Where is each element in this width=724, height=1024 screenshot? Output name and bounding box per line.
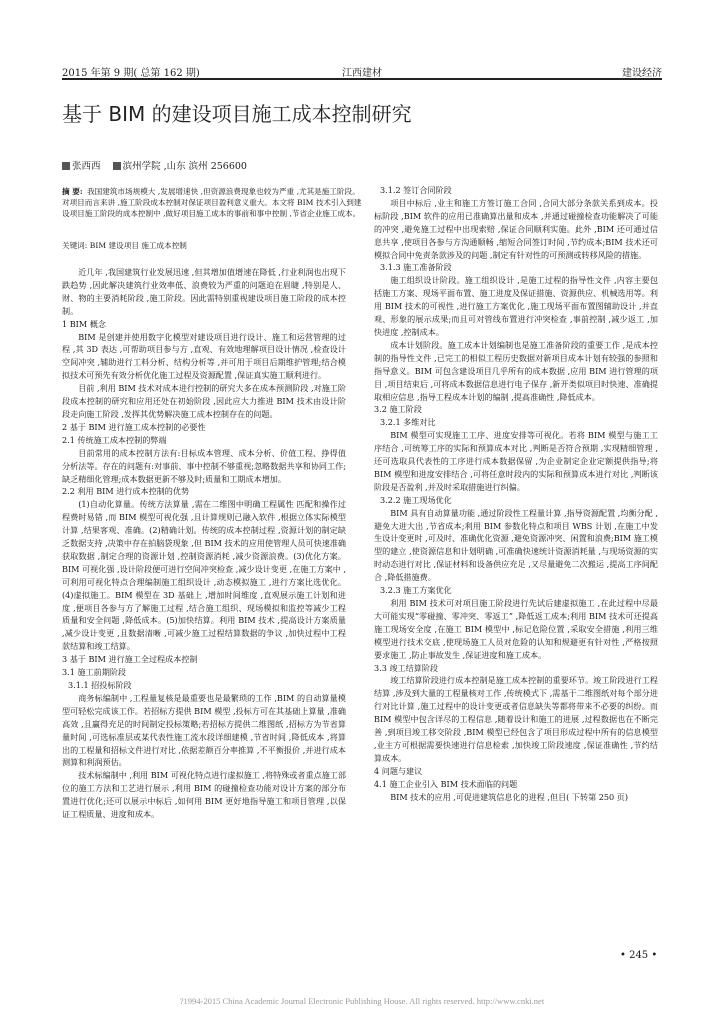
section-heading: 3 基于 BIM 进行施工全过程成本控制 xyxy=(62,654,198,665)
author-name: 张西西 xyxy=(72,161,101,172)
keywords-label: 关键词: xyxy=(62,241,88,250)
running-header xyxy=(62,62,662,80)
paragraph: BIM 模型可实现施工工序、进度安排等可视化。若将 BIM 模型与施工工序结合 ,可统筹工序的实际和预算成本对比 ,判断是否符合预期 ,实现精细管理 ,还可选取具代表性的工序进行成本数据保留 ,为企业制定企业定额提供指导;将 BIM 模型和进度安排结合 ,可将任意时段内的实际和预算成本进行对比 ,判断该阶段是否盈利 ,并及时采取措施进行纠偏。 xyxy=(374,430,658,492)
section-heading: 4.1 施工企业引入 BIM 技术面临的问题 xyxy=(374,778,518,789)
section-heading: 3.2.1 多维对比 xyxy=(380,417,436,428)
author-affiliation: 滨州学院 ,山东 滨州 256600 xyxy=(122,161,247,172)
square-bullet-icon xyxy=(62,162,70,170)
paragraph: 商务标编制中 ,工程量复核是最重要也是最繁琐的工作 ,BIM 的自动算量模型可轻松完成该工作。若招标方提供 BIM 模型 ,投标方可在其基础上算量 ,准确高效 ,且赢得充足的时间制定投标策略;若招标方提供二维图纸 ,招标方为节省算量时间 ,可选标准层或某代表性施工流水段详细建模 ,节省时间 ,降低成本 ,将算出的工程量和招标文件进行对比 ,依据差额百分率推算 ,不平衡报价 ,并进行成本测算和利润预估。 xyxy=(62,692,346,768)
abstract-label: 摘 要: xyxy=(62,187,83,196)
paragraph: 竣工结算阶段进行成本控制是施工成本控制的重要环节。竣工阶段进行工程结算 ,涉及到大量的工程量核对工作 ,传统模式下 ,需基于二维图纸对每个部分进行对比计算 ,施工过程中的设计变更或者信息缺失等都将带来不必要的纠纷。而 BIM 模型中包含详尽的工程信息 ,随着设计和施工的进展 ,过程数据也在不断完善 ,到项目竣工移交阶段 ,BIM 模型已经包含了项目形成过程中所有的信息模型 ,业主方可根据需要快速进行信息检索 ,加快竣工阶段速度 ,保证准确性 ,节约结算成本。 xyxy=(374,675,658,763)
section-heading: 3.1.2 签订合同阶段 xyxy=(380,185,452,195)
section-heading: 3.2 施工阶段 xyxy=(374,404,422,415)
keywords xyxy=(62,240,362,251)
paragraph: BIM 是创建并使用数字化模型对建设项目进行设计、施工和运营管理的过程 ,其 3D 表达 ,可帮助项目参与方 ,直观、有效地理解项目设计情况 ,检查设计空间冲突 ,辅助进行工料分析、结构分析等 ,并可用于项目后期维护管理;结合模拟技术可预先有效分析优化施工过程及资源配置 ,保证真实施工顺利进行。 xyxy=(62,331,346,381)
right-column xyxy=(374,184,658,804)
abstract xyxy=(62,186,362,219)
journal-name: 江西建材 xyxy=(342,68,382,79)
section-heading: 2.2 利用 BIM 进行成本控制的优势 xyxy=(62,486,190,497)
issue-info: 2015 年第 9 期( 总第 162 期) xyxy=(62,68,200,79)
paper-title: 基于 BIM 的建设项目施工成本控制研究 xyxy=(62,102,412,126)
paragraph: 项目中标后 ,业主和施工方签订施工合同 ,合同大部分条款关系到成本。投标阶段 ,BIM 软件的应用已准确算出量和成本 ,并通过碰撞检查功能解决了可能的冲突 ,避免施工过程中出现索赔 ,保证合同顺利实施。此外 ,BIM 还可通过信息共享 ,使项目各参与方沟通顺畅 ,缩短合同签订时间 ,节约成本;BIM 技术还可模拟合同中免责条款涉及的问题 ,制定有针对性的可预测或转移风险的措施。 xyxy=(374,197,658,260)
keywords-text: BIM 建设项目 施工成本控制 xyxy=(89,241,187,250)
section-heading: 3.1.3 施工准备阶段 xyxy=(380,262,452,273)
paragraph: BIM 具有自动算量功能 ,通过阶段性工程量计算 ,指导资源配置 ,均衡分配 ,避免大进大出 ,节省成本;利用 BIM 参数化特点和项目 WBS 计划 ,在施工中发生设计变更时 ,可及时、准确优化资源 ,避免资源冲突、闲置和浪费;BIM 施工模型的建立 ,使资源信息和计划明确 ,可准确快速统计资源消耗量 ,与现场资源的实时动态进行对比 ,保证材料和设备供应充足 ,又尽量避免二次搬运 ,提高工序间配合 ,降低措施费。 xyxy=(374,507,658,583)
paragraph: 目前 ,利用 BIM 技术对成本进行控制的研究大多在成本预测阶段 ,对施工阶段成本控制的研究和应用还处在初始阶段 ,因此应大力推进 BIM 技术由设计阶段走向施工阶段 ,发挥其优势解决施工成本控制存在的问题。 xyxy=(62,383,346,419)
section-name: 建设经济 xyxy=(622,68,662,79)
section-heading: 2 基于 BIM 进行施工成本控制的必要性 xyxy=(62,421,206,432)
paragraph: 技术标编制中 ,利用 BIM 可视化特点进行虚拟施工 ,将特殊或者重点施工部位的施工方法和工艺进行展示 ,利用 BIM 的碰撞检查功能对设计方案的部分布置进行优化;还可以展示中标后 ,如何用 BIM 更好地指导施工和项目管理 ,以保证工程质量、进度和成本。 xyxy=(62,770,346,820)
section-heading: 2.1 传统施工成本控制的弊端 xyxy=(62,434,167,445)
paragraph: BIM 技术的应用 ,可促进建筑信息化的进程 ,但目( 下转第 250 页) xyxy=(390,791,629,802)
section-heading: 3.1.1 招投标阶段 xyxy=(68,680,132,690)
paragraph: 目前常用的成本控制方法有:目标成本管理、成本分析、价值工程、挣得值分析法等。存在的问题有:对事前、事中控制不够重视;忽略数据共享和协同工作;缺乏精细化管理;成本数据更新不够及时;质量和工期成本增加。 xyxy=(62,447,346,484)
section-heading: 1 BIM 概念 xyxy=(62,318,106,329)
author-line xyxy=(62,158,247,172)
paragraph: (1)自动化算量。传统方法算量 ,需在二维图中明确工程属性 匹配和操作过程费时易错 ,而 BIM 模型可视化强 ,且计算规则已融入软件 ,根据立体实际模型计算 ,结果客观、准确。(2)精确计划。传统的成本控制过程 ,资源计划的制定缺乏数据支持 ,决策中存在拍脑袋现象 ,但 BIM 技术的应用使管理人员可快速准确获取数据 ,制定合理的资源计划 ,控制资源消耗 ,减少资源浪费。(3)优化方案。BIM 可视化强 ,设计阶段便可进行空间冲突检查 ,减少设计变更 ,在施工方案中 ,可利用可视化特点合理编制施工组织设计 ,动态模拟施工 ,进行方案比选优化。(4)虚拟施工。BIM 模型在 3D 基础上 ,增加时间维度 ,直观展示施工计划和进度 ,便项目各参与方了解施工过程 ,结合施工组织、现场模拟和监控等减少工程质量和安全问题 ,降低成本。(5)加快结算。利用 BIM 技术 ,提高设计方案质量 ,减少设计变更 ,且数据清晰 ,可减少施工过程结算数据的争议 ,加快过程中工程款结算和竣工结算。 xyxy=(62,499,346,652)
section-heading: 4 问题与建议 xyxy=(374,765,423,776)
section-heading: 3.1 施工前期阶段 xyxy=(62,667,127,678)
paragraph: 利用 BIM 技术可对项目施工阶段进行先试后建虚拟施工 ,在此过程中尽最大可能实现“零碰撞、零冲突、零返工” ,降低返工成本;利用 BIM 技术可还提高施工现场安全度 ,在施工 BIM 模型中 ,标记危险位置 ,采取安全措施 ,利用三维模型进行技术交底 ,使现场施工人员对危险的认知和规避更有针对性 ,严格按照要求施工 ,防止事故发生 ,保证进度和施工成本。 xyxy=(374,598,658,660)
abstract-text: 我国建筑市场规模大 ,发展增速快 ,但资源浪费现象也较为严重 ,尤其是施工阶段。对项目而言来讲 ,施工阶段成本控制对保证项目盈利意义重大。本文将 BIM 技术引入到建设项目施工阶段的成本控制中 ,做好项目施工成本的事前和事中控制 ,节省企业施工成本。 xyxy=(62,187,362,218)
left-column xyxy=(62,266,346,821)
section-heading: 3.2.3 施工方案优化 xyxy=(380,585,452,596)
section-heading: 3.3 竣工结算阶段 xyxy=(374,662,439,673)
copyright-footer: ?1994-2015 China Academic Journal Electronic Publishing House. All rights reserved. http://www.cnki.net xyxy=(179,996,545,1006)
paragraph: 近几年 ,我国建筑行业发展迅速 ,但其增加值增速在降低 ,行业利润也出现下跌趋势 ,因此解决建筑行业效率低、浪费较为严重的问题迫在眉睫 ,特别是人、财、物的主要消耗阶段 ,施工阶段。因此需特别重视建设项目施工阶段的成本控制。 xyxy=(62,267,346,316)
paragraph: 成本计划阶段。施工成本计划编制也是施工准备阶段的重要工作 ,是成本控制的指导性文件 ,已完工的相似工程历史数据对新项目成本计划有较强的参照和指导意义。BIM 可包含建设项目几乎所有的成本数据 ,应用 BIM 进行管理的项目 ,项目结束后 ,可将成本数据信息进行电子保存 ,新开类似项目时快速、准确提取相应信息 ,指导工程成本计划的编制 ,提高准确性 ,降低成本。 xyxy=(374,339,658,402)
paragraph: 施工组织设计阶段。施工组织设计 ,是施工过程的指导性文件 ,内容主要包括施工方案、现场平面布置、施工进度及保证措施、资源供应、机械选用等。利用 BIM 技术的可视性 ,进行施工方案优化 ,施工现场平面布置图辅助设计 ,并直观、形象的展示成果;而且可对管线布置进行冲突检查 ,事前控制 ,减少返工 ,加快进度 ,控制成本。 xyxy=(374,275,658,337)
page-number: • 245 • xyxy=(620,950,658,961)
section-heading: 3.2.2 施工现场优化 xyxy=(380,494,452,505)
square-bullet-icon xyxy=(113,162,121,170)
